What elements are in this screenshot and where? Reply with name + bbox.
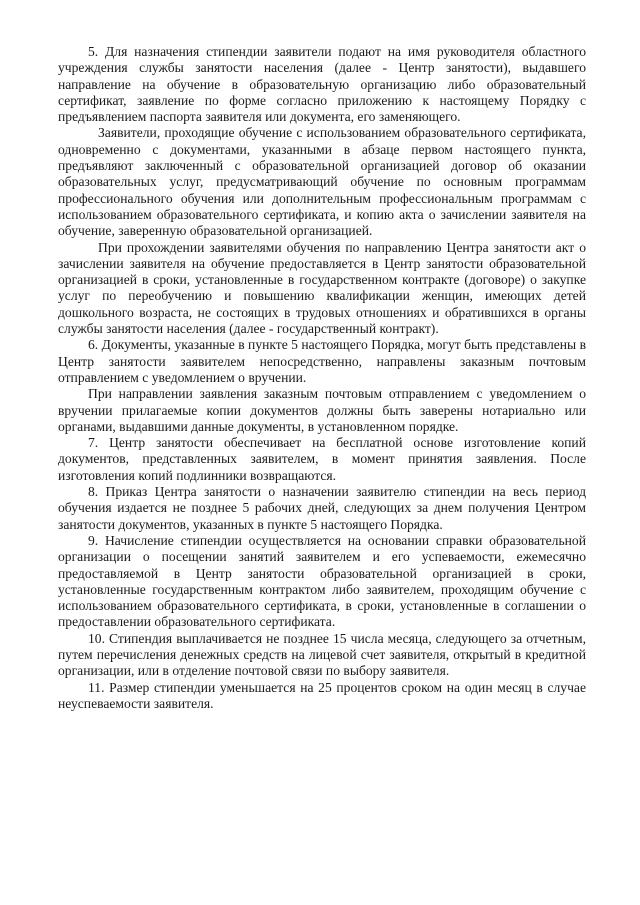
- paragraph-6-mail: При направлении заявления заказным почтовым отправлением с уведомлением о вручении прилагаемые копии документов должны быть заверены нотариально или органами, выдавшими данные документы, в установленном порядке.: [58, 386, 586, 434]
- paragraph-5-certificate: Заявители, проходящие обучение с использованием образовательного сертификата, одновременно с документами, указанными в абзаце первом настоящего пункта, предъявляют заключенный с образовательной организацией договор об оказании образовательных услуг, предусматривающий обучение по основным программам профессионального обучения или дополнительным профессиональным программам с использованием образовательного сертификата, и копию акта о зачислении заявителя на обучение, заверенную образовательной организацией.: [58, 125, 586, 239]
- paragraph-11: 11. Размер стипендии уменьшается на 25 процентов сроком на один месяц в случае неуспеваемости заявителя.: [58, 679, 586, 711]
- paragraph-5: 5. Для назначения стипендии заявители подают на имя руководителя областного учреждения службы занятости населения (далее - Центр занятости), выдавшего направление на обучение в образовательную организацию либо образовательный сертификат, заявление по форме согласно приложению к настоящему Порядку с предъявлением паспорта заявителя или документа, его заменяющего.: [58, 44, 586, 125]
- paragraph-7: 7. Центр занятости обеспечивает на бесплатной основе изготовление копий документов, представленных заявителем, в момент принятия заявления. После изготовления копий подлинники возвращаются.: [58, 435, 586, 483]
- paragraph-10: 10. Стипендия выплачивается не позднее 15 числа месяца, следующего за отчетным, путем перечисления денежных средств на лицевой счет заявителя, открытый в кредитной организации, или в отделение почтовой связи по выбору заявителя.: [58, 630, 586, 679]
- document-page: [58, 44, 586, 712]
- paragraph-8: 8. Приказ Центра занятости о назначении заявителю стипендии на весь период обучения издается не позднее 5 рабочих дней, следующих за днем получения Центром занятости документов, указанных в пункте 5 настоящего Порядка.: [58, 484, 586, 532]
- paragraph-9: 9. Начисление стипендии осуществляется на основании справки образовательной организации о посещении занятий заявителем и его успеваемости, ежемесячно предоставляемой в Центр занятости образовательной организацией в сроки, установленные государственным контрактом либо заявителем, проходящим обучение с использованием образовательного сертификата, в сроки, установленные в соглашении о предоставлении образовательного сертификата.: [58, 532, 586, 630]
- paragraph-6: 6. Документы, указанные в пункте 5 настоящего Порядка, могут быть представлены в Центр занятости заявителем непосредственно, направлены заказным почтовым отправлением с уведомлением о вручении.: [58, 337, 587, 385]
- paragraph-5-enrollment-act: При прохождении заявителями обучения по направлению Центра занятости акт о зачислении заявителя на обучение предоставляется в Центр занятости образовательной организацией в сроки, установленные в государственном контракте (договоре) о закупке услуг по переобучению и повышению квалификации женщин, имеющих детей дошкольного возраста, не состоящих в трудовых отношениях и обратившихся в органы службы занятости населения (далее - государственный контракт).: [58, 239, 586, 337]
